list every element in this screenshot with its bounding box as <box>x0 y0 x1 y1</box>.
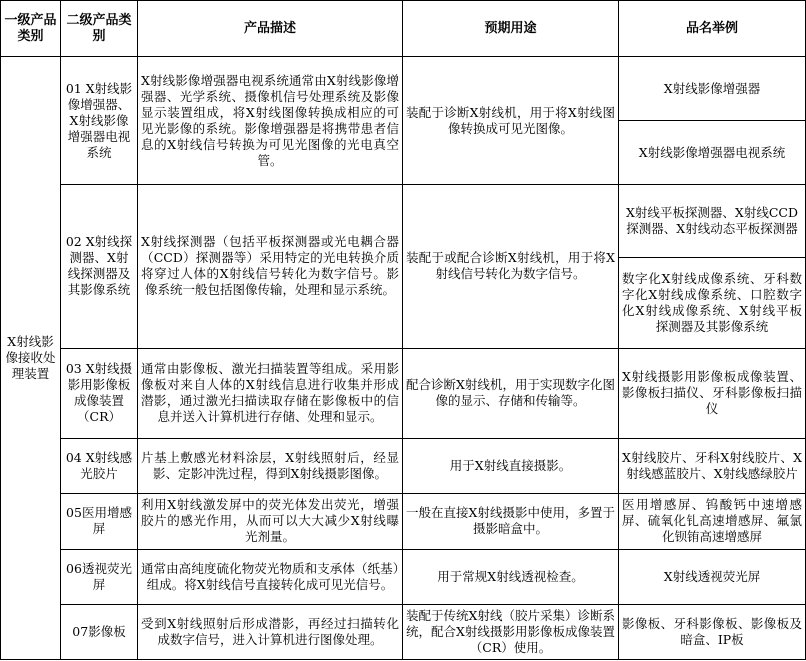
intended-use-cell: 配合诊断X射线机，用于实现数字化图像的显示、存储和传输等。 <box>403 348 619 438</box>
header-intended-use: 预期用途 <box>403 1 619 57</box>
header-row <box>1 1 806 57</box>
header-description: 产品描述 <box>138 1 403 57</box>
description-cell: X射线影像增强器电视系统通常由X射线影像增强器、光学系统、摄像机信号处理系统及影像显示装置组成，将X射线图像转换成相应的可见光影像的系统。影像增强器是将携带患者信息的X射线信号转换为可见光图像的光电真空管。 <box>138 57 403 185</box>
intended-use-cell: 装配于诊断X射线机，用于将X射线图像转换成可见光图像。 <box>403 57 619 185</box>
description-cell: 通常由影像板、激光扫描装置等组成。采用影像板对来自人体的X射线信息进行收集并形成潜影，通过激光扫描读取存储在影像板中的信息并送入计算机进行存储、处理和显示。 <box>138 348 403 438</box>
intended-use-cell: 用于X射线直接摄影。 <box>403 438 619 493</box>
table-row <box>1 604 806 659</box>
subcategory-cell: 03 X射线摄影用影像板成像装置（CR） <box>61 348 138 438</box>
description-cell: 受到X射线照射后形成潜影，再经过扫描转化成数字信号，进入计算机进行图像处理。 <box>138 604 403 659</box>
level1-category-cell: X射线影像接收处理装置 <box>1 57 61 660</box>
description-cell: 片基上敷感光材料涂层，X射线照射后，经显影、定影冲洗过程，得到X射线摄影图像。 <box>138 438 403 493</box>
header-level2: 二级产品类别 <box>61 1 138 57</box>
table-row <box>1 493 806 549</box>
subcategory-cell: 05医用增感屏 <box>61 493 138 549</box>
subcategory-cell: 02 X射线探测器、X射线探测器及其影像系统 <box>61 185 138 348</box>
examples-cell: X射线透视荧光屏 <box>619 549 806 604</box>
examples-cell: X射线影像增强器电视系统 <box>619 121 806 185</box>
table-row <box>1 57 806 121</box>
subcategory-cell: 01 X射线影像增强器、X射线影像增强器电视系统 <box>61 57 138 185</box>
examples-cell: X射线平板探测器、X射线CCD探测器、X射线动态平板探测器 <box>619 185 806 258</box>
subcategory-cell: 04 X射线感光胶片 <box>61 438 138 493</box>
table-row <box>1 185 806 258</box>
examples-cell: 医用增感屏、钨酸钙中速增感屏、硫氧化钆高速增感屏、氟氯化钡铕高速增感屏 <box>619 493 806 549</box>
examples-cell: X射线摄影用影像板成像装置、影像板扫描仪、牙科影像板扫描仪 <box>619 348 806 438</box>
subcategory-cell: 06透视荧光屏 <box>61 549 138 604</box>
intended-use-cell: 装配于传统X射线（胶片采集）诊断系统，配合X射线摄影用影像板成像装置（CR）使用。 <box>403 604 619 659</box>
header-level1: 一级产品类别 <box>1 1 61 57</box>
intended-use-cell: 一般在直接X射线摄影中使用，多置于摄影暗盒中。 <box>403 493 619 549</box>
description-cell: X射线探测器（包括平板探测器或光电耦合器（CCD）探测器等）采用特定的光电转换介质将穿过人体的X射线信号转化为数字信号。影像系统一般包括图像传输，处理和显示系统。 <box>138 185 403 348</box>
subcategory-cell: 07影像板 <box>61 604 138 659</box>
examples-cell: X射线影像增强器 <box>619 57 806 121</box>
description-cell: 通常由高纯度硫化物荧光物质和支承体（纸基）组成。将X射线信号直接转化成可见光信号。 <box>138 549 403 604</box>
examples-cell: X射线胶片、牙科X射线胶片、X射线感蓝胶片、X射线感绿胶片 <box>619 438 806 493</box>
examples-cell: 影像板、牙科影像板、影像板及暗盒、IP板 <box>619 604 806 659</box>
table-row <box>1 348 806 438</box>
examples-cell: 数字化X射线成像系统、牙科数字化X射线成像系统、口腔数字化X射线成像系统、X射线平板探测器及其影像系统 <box>619 258 806 348</box>
intended-use-cell: 用于常规X射线透视检查。 <box>403 549 619 604</box>
intended-use-cell: 装配于或配合诊断X射线机，用于将X射线信号转化为数字信号。 <box>403 185 619 348</box>
header-examples: 品名举例 <box>619 1 806 57</box>
table-row <box>1 549 806 604</box>
table-row <box>1 438 806 493</box>
description-cell: 利用X射线激发屏中的荧光体发出荧光，增强胶片的感光作用，从而可以大大减少X射线曝光剂量。 <box>138 493 403 549</box>
